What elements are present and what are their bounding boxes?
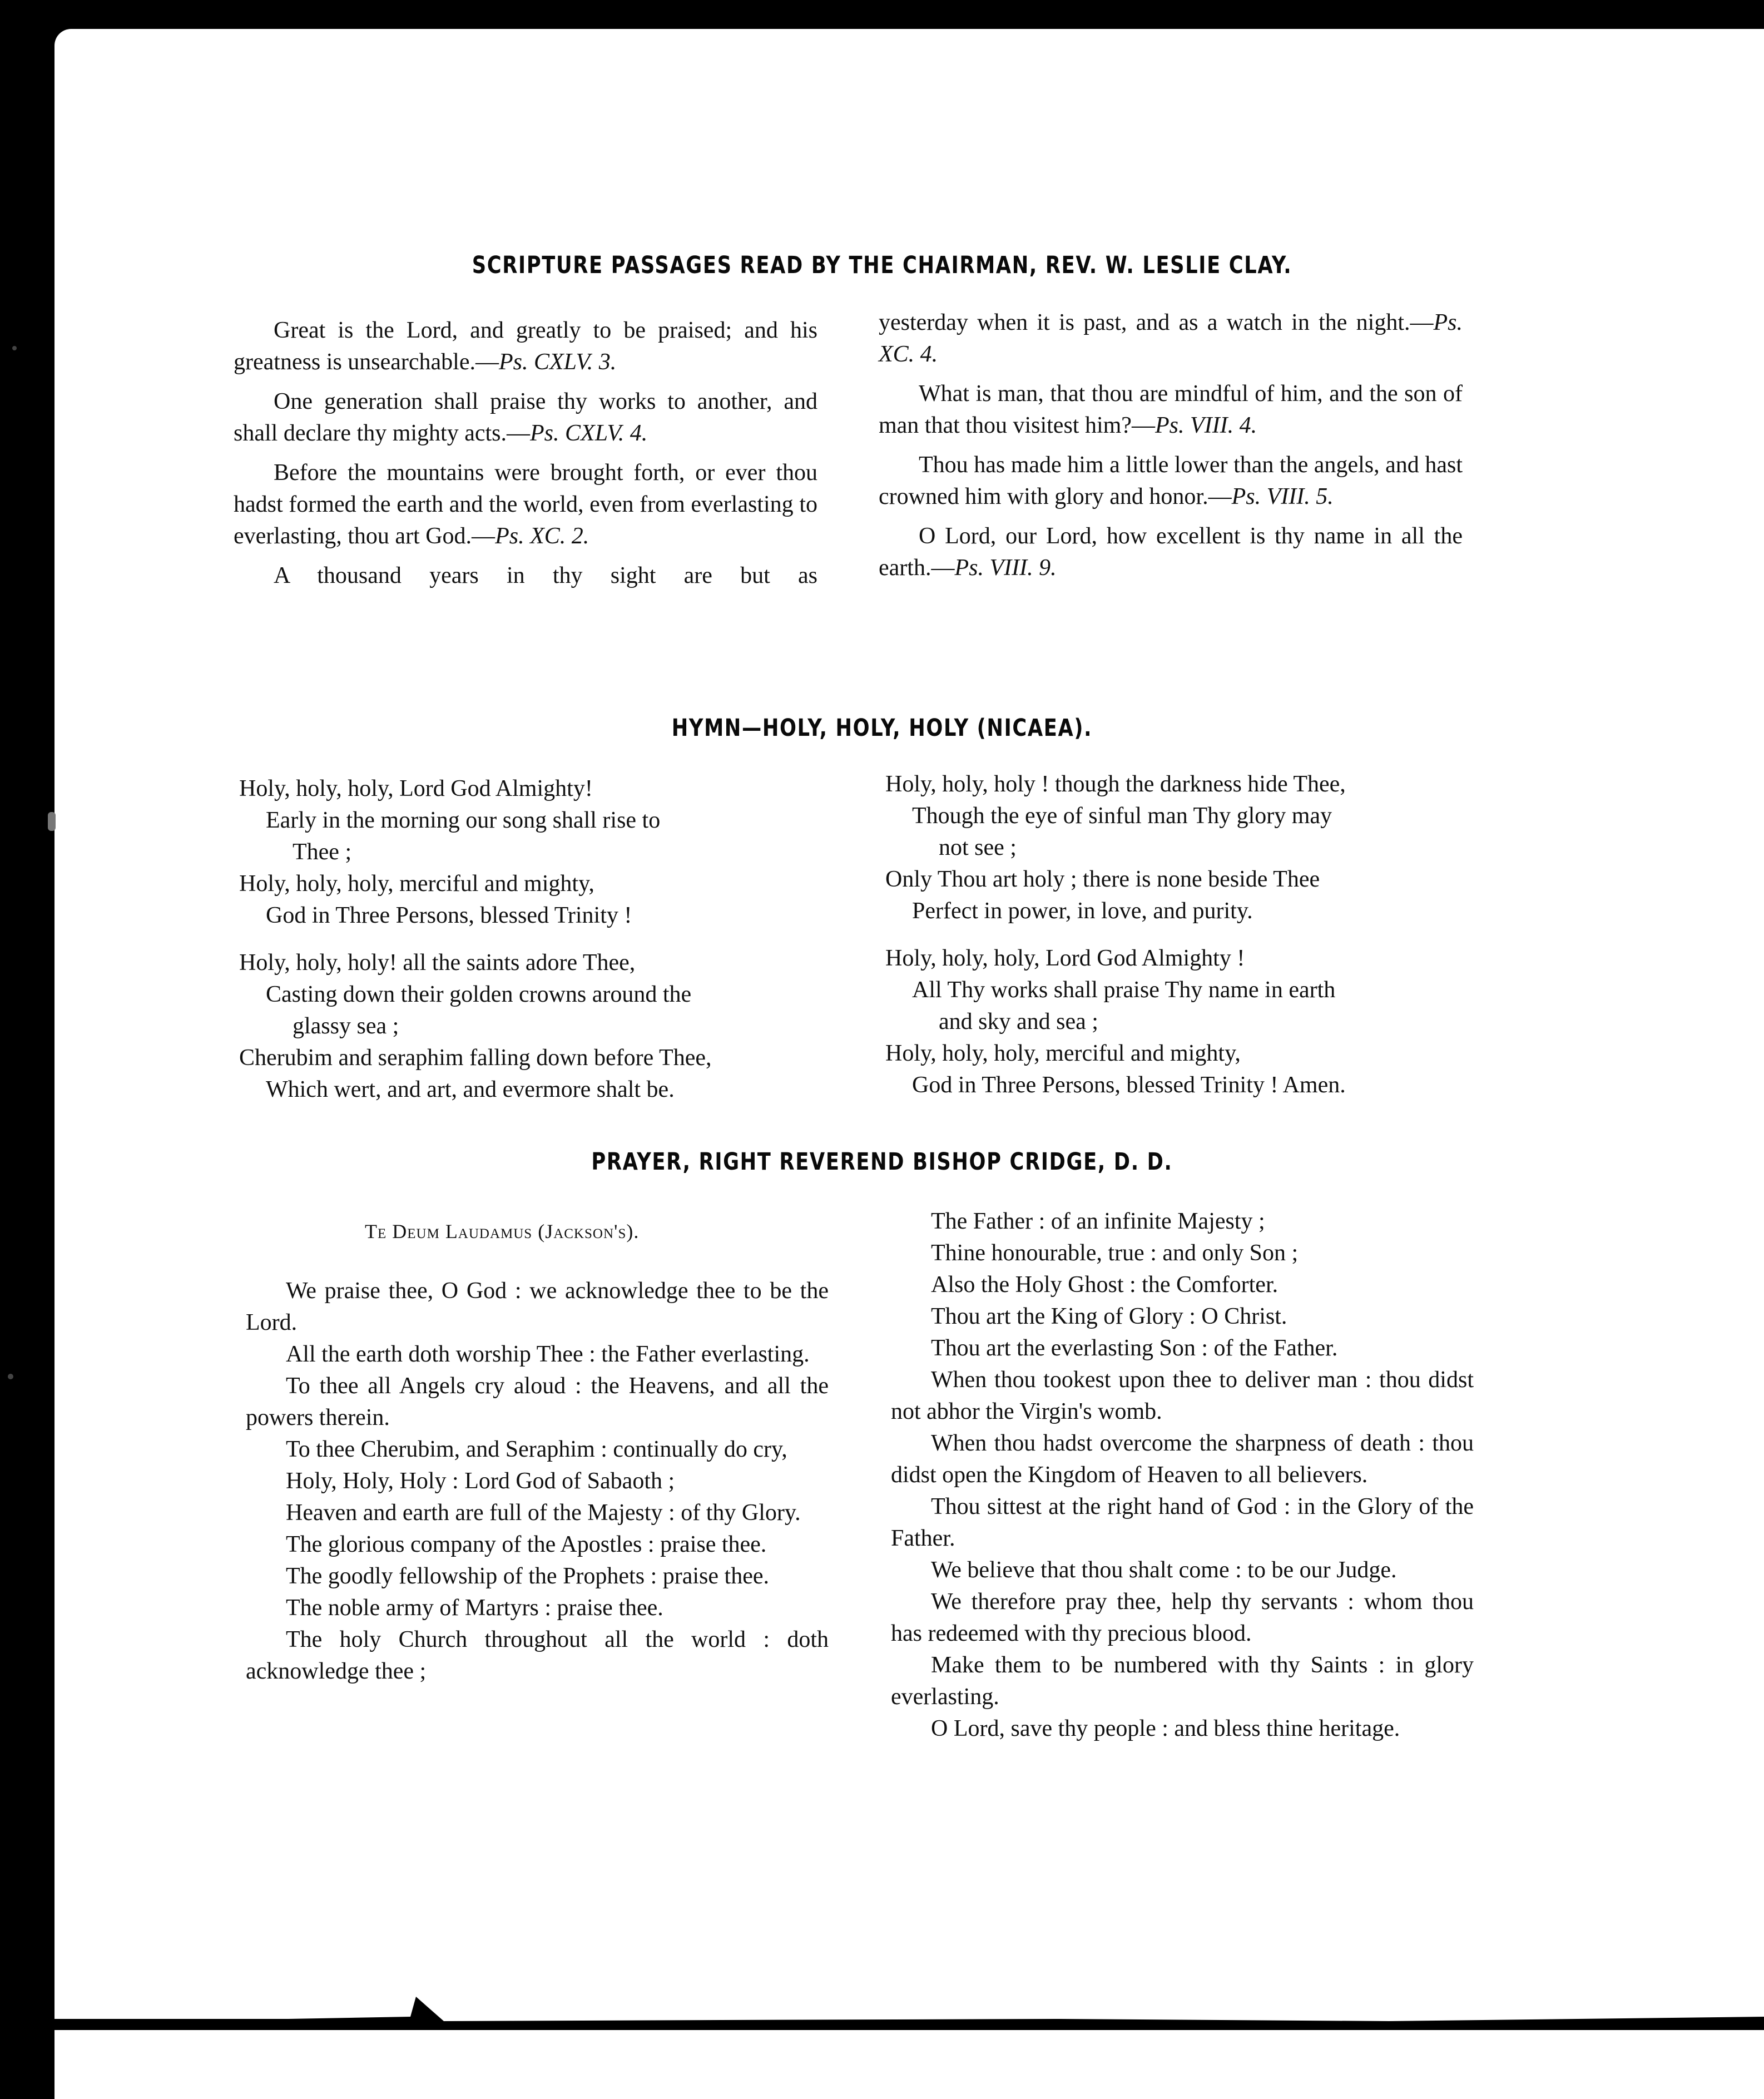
hymn-right-column [885,769,1475,1117]
verse-line: glassy sea ; [293,1013,399,1039]
verse-line: Holy, holy, holy, merciful and mighty, [239,871,594,897]
canticle-verse: We therefore pray thee, help thy servants : whom thou has redeemed with thy precious blood. [891,1589,1474,1646]
passage: Before the mountains were brought forth, or ever thou hadst formed the earth and the world, even from everlasting to everlasting, thou art God.—Ps. XC. 2. [234,460,817,549]
verse-line: and sky and sea ; [939,1009,1098,1034]
verse-line: Early in the morning our song shall rise to [266,808,661,833]
tedeum-left-column [246,1216,829,1687]
hymn-verse [239,947,829,1106]
verse-line: Holy, holy, holy, Lord God Almighty! [239,776,593,801]
canticle-verse: The goodly fellowship of the Prophets : praise thee. [286,1563,769,1589]
passage: O Lord, our Lord, how excellent is thy name in all the earth.—Ps. VIII. 9. [879,523,1463,581]
canticle-verse: Thou art the King of Glory : O Christ. [931,1304,1287,1329]
verse-line: Which wert, and art, and evermore shalt be. [266,1077,675,1102]
verse-line: Though the eye of sinful man Thy glory may [912,803,1332,829]
hymn-left-column [239,773,829,1121]
hymn-title: HYMN—HOLY, HOLY, HOLY (NICAEA). [671,714,1093,742]
hymn-verse [885,769,1475,927]
scan-speck [48,812,56,831]
verse-line: Perfect in power, in love, and purity. [912,898,1253,924]
verse-line: not see ; [939,835,1017,860]
canticle-verse: The glorious company of the Apostles : praise thee. [286,1532,767,1557]
verse-line: Casting down their golden crowns around the [266,982,692,1007]
canticle-verse: Thine honourable, true : and only Son ; [931,1240,1299,1266]
hymn-verse [239,773,829,932]
scripture-right-column [879,307,1463,592]
verse-line: Holy, holy, holy, Lord God Almighty ! [885,945,1245,971]
verse-line: Thee ; [293,839,352,865]
verse-line: Holy, holy, holy ! though the darkness hide Thee, [885,771,1346,797]
verse-line: God in Three Persons, blessed Trinity ! Amen. [912,1072,1346,1098]
passage: A thousand years in thy sight are but as [274,563,817,588]
hymn-verse [885,943,1475,1101]
verse-line: Cherubim and seraphim falling down before Thee, [239,1045,712,1071]
canticle-verse: To thee Cherubim, and Seraphim : continually do cry, [286,1437,787,1462]
canticle-verse: Thou sittest at the right hand of God : in the Glory of the Father. [891,1494,1474,1551]
canticle-verse: When thou tookest upon thee to deliver man : thou didst not abhor the Virgin's womb. [891,1367,1474,1424]
passage: Thou has made him a little lower than the angels, and hast crowned him with glory and honor.—Ps. VIII. 5. [879,452,1463,509]
tedeum-heading: Te Deum Laudamus (Jackson's). [365,1220,640,1242]
passage: What is man, that thou are mindful of him, and the son of man that thou visitest him?—Ps. VIII. 4. [879,381,1463,438]
scripture-left-column [234,315,817,600]
canticle-verse: We believe that thou shalt come : to be our Judge. [931,1557,1397,1583]
canticle-verse: To thee all Angels cry aloud : the Heavens, and all the powers therein. [246,1373,829,1430]
passage: yesterday when it is past, and as a watch in the night.—Ps. XC. 4. [879,310,1463,367]
canticle-verse: The noble army of Martyrs : praise thee. [286,1595,663,1621]
canticle-verse: Also the Holy Ghost : the Comforter. [931,1272,1279,1298]
canticle-verse: All the earth doth worship Thee : the Father everlasting. [286,1341,810,1367]
scripture-title: SCRIPTURE PASSAGES READ BY THE CHAIRMAN, REV. W. LESLIE CLAY. [472,251,1292,279]
passage: One generation shall praise thy works to another, and shall declare thy mighty acts.—Ps. CXLV. 4. [234,389,817,446]
verse-line: God in Three Persons, blessed Trinity ! [266,903,632,928]
canticle-verse: Holy, Holy, Holy : Lord God of Sabaoth ; [286,1468,675,1494]
scan-speck [12,346,17,350]
canticle-verse: We praise thee, O God : we acknowledge thee to be the Lord. [246,1278,829,1335]
canticle-verse: Make them to be numbered with thy Saints : in glory everlasting. [891,1652,1474,1710]
passage: Great is the Lord, and greatly to be praised; and his greatness is unsearchable.—Ps. CXLV. 3. [234,318,817,375]
verse-line: All Thy works shall praise Thy name in earth [912,977,1336,1003]
tedeum-right-column [891,1206,1474,1745]
verse-line: Holy, holy, holy, merciful and mighty, [885,1041,1241,1066]
canticle-verse: The Father : of an infinite Majesty ; [931,1209,1265,1234]
prayer-title: PRAYER, RIGHT REVEREND BISHOP CRIDGE, D. D. [591,1148,1173,1176]
canticle-verse: O Lord, save thy people : and bless thine heritage. [931,1716,1400,1741]
canticle-verse: Thou art the everlasting Son : of the Father. [931,1335,1338,1361]
scan-speck [8,1374,13,1379]
canticle-verse: Heaven and earth are full of the Majesty : of thy Glory. [286,1500,801,1526]
verse-line: Holy, holy, holy! all the saints adore Thee, [239,950,636,976]
torn-bottom-edge [54,1980,1764,2030]
canticle-verse: When thou hadst overcome the sharpness of death : thou didst open the Kingdom of Heaven to all believers. [891,1430,1474,1488]
canticle-verse: The holy Church throughout all the world : doth acknowledge thee ; [246,1627,829,1684]
verse-line: Only Thou art holy ; there is none beside Thee [885,867,1320,892]
